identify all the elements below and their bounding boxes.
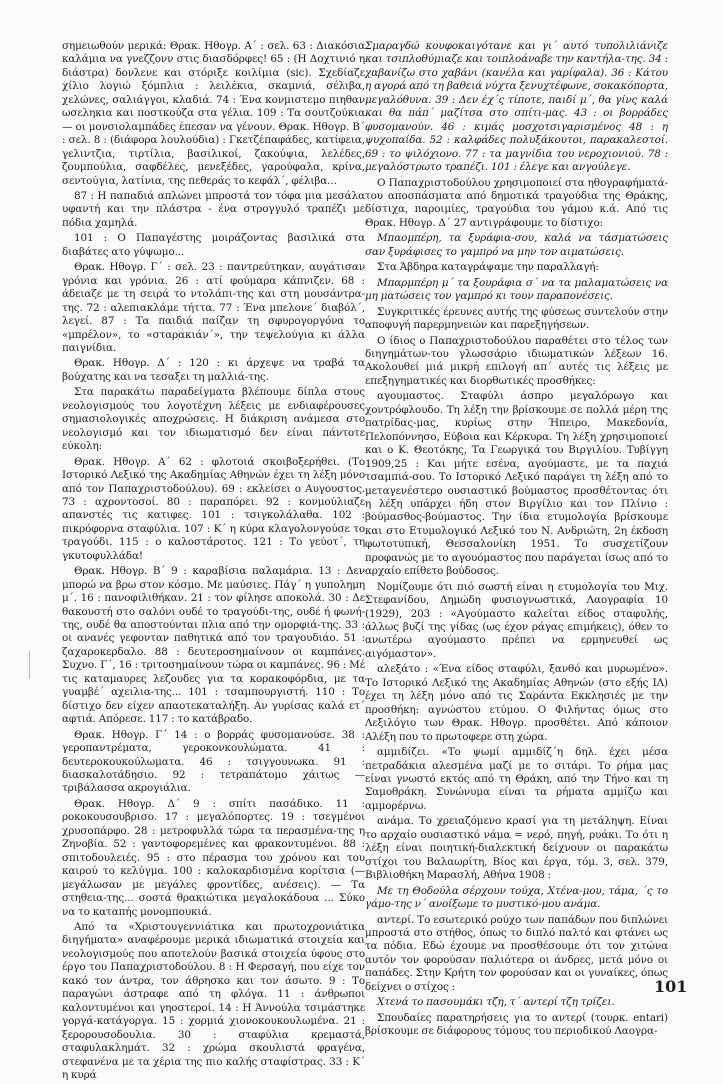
paragraph: Στα παρακάτω παραδείγματα βλέπουμε δίπλα στους νεολογισμούς του λογοτέχνη λέξεις με ενδιαφέρουσες σημασιολογικές αποχρώσεις. Η διάκριση ανάμεσα στο νεολογισμό και τον ιδιωματισμό δεν είναι πάντοτε εύκολη: — [62, 386, 365, 453]
glossary-entry: αντερί. Το εσωτερικό ρούχο των παπάδων που διπλώνει μπροστά στο στήθος, όπως το διπλό παλτό και φτάνει ως τα πόδια. Εδώ έχουμε να προσθέσουμε ότι τον χιτώνα αυτόν τον φορούσαν παλιότερα οι άνδρες, μετά μόνο οι παπάδες. Στην Κρήτη τον φορούσαν και οι γυναίκες, όπως δείχνει ο στίχος : — [365, 913, 668, 993]
glossary-entry: αγουμαστος. Σταφύλι άσπρο μεγαλόρωγο και χοντρόφλουδο. Τη λέξη την βρίσκουμε σε πολλά μέρη της πατρίδας-μας, κυρίως στην Ήπειρο, Μακεδονία, Πελοπόννησο, Εύβοια και Κέρκυρα. Τη λέξη χρησιμοποιεί και ο Κ. Θεοτόκης, Τα Γεωργικά του Βιργιλίου. Τυβίγγη 1909,25 : Και μήτε εσένα, αγούμαστε, με τα παχιά τσαμπιά-σου. Το Ιστορικό Λεξικό παράγει τη λέξη από το μεταγενέστερο ουσιαστικό βούμαστος προσθέτοντας ότι η λέξη υπάρχει ήδη στον Βιργίλιο και τον Πλίνιο : βούμασθος-βούμαστος. Την ίδια ετυμολογία βρίσκουμε και στο Ετυμολογικό Λεξικό του Ν. Ανδριώτη, 2η έκδοση φωτοτυπική, Θεσσαλονίκη 1951. Το συσχετίζουν προφανώς με το αγουόμαστος που παράγεται ίσως από το αρχαίο επίθετο βούδοσος. — [365, 390, 668, 578]
paragraph: Σμαραγδώ κουφοκαιγότανε και γι΄ αυτό τυπολιλιάνιζε και τσιπλοθύμιαζε και τοιπλοάναβε την καντήλα-της. 34 : χαβανίζω στο χαβάνι (κανέλα και γαρίφαλα). 36 : Κάτου η αγορά από τη βαθειά νύχτα ξενυχτέφωνε, σοκακόπορτα, μεγαλόθυνα. 39 : Δεν έχ΄ς τίποτε, παιδί μ΄, θα γίνς καλά και θα πάπ΄ μαζίτσα στο σπίτι-μας. 43 : οι βορράδες φυσομανούν. 46 : κιμάς μοσχοτσιγαρισμένος 48 : η ψυχοπαίδα. 52 : καλφάδες πολυξάκουτοι, παρακαλεστοί. 69 : το ψιλόχιονο. 77 : τα μαγνίδια του νεροχιονιού. 78 : μεγαλόστρωτο τραπέζι. 101 : έλεγε και ανγούλεγε. — [365, 40, 668, 174]
paragraph: Ο Παπαχριστοδούλου χρησιμοποιεί στα ηθογραφήματά-του αποσπάσματα από δημοτικά τραγούδια της Θράκης, δίστιχα, παροιμίες, τραγούδια του γάμου κ.ά. Από τις Θρακ. Ηθογρ. Δ΄ 27 αντιγράφουμε το δίστιχο: — [365, 176, 668, 229]
glossary-entry: αλεξάτο : «Ένα είδος σταφύλι, ξανθό και μυρωμένο». Το Ιστορικό Λεξικό της Ακαδημίας Αθηνών (στο εξής ΙΛ) έχει τη λέξη μόνο από τις Σαράντα Εκκλησιές με την προσθήκη: αγνώστου ετύμου. Ο Φιλήντας όμως στο Λεξιλόγιο των Θρακ. Ηθογρ. προσθέτει. Από κάποιον Αλέξη που το πρωτοφερε στη χώρα. — [365, 663, 668, 743]
glossary-entry: αμμιδίζει. «Το ψωμί αμμιδίζ΄η δηλ. έχει μέσα πετραδάκια αλεσμένα μαζί με το σιτάρι. Το ρήμα μας είναι γνωστό εκτός από τη Θράκη, από την Τήνο και τη Σαμοθράκη. Συνώνυμα είναι τα ρήματα αμμίζω και αμμορέρνω. — [365, 746, 668, 812]
verse-quote: Μπαομπέρη, τα ξυράφια-σου, καλά να τάσματώσεις σαν ξυράφισες το γαμπρό να μην τον αιματώσεις. — [365, 232, 668, 258]
paragraph: Θρακ. Ηθογρ. Γ΄ 14 : ο βορράς φυσομανούσε. 38 : γεροπαντρέματα, γεροκονκουλώματα. 41 : δευτεροκουκούλωματα. 46 : τσιγγουνωκα. 91 : διασκαλοτάδησιο. 92 : τετραπάτομο χάιτως — τριβάλασσα ακρογιάλια. — [62, 728, 365, 795]
page-number: 101 — [654, 977, 688, 996]
section-3-1-2-intro: Ο ίδιος ο Παπαχριστοδούλου παραθέτει στο τέλος των διηγημάτων-του γλωσσάριο ιδιωματικών λέξεων 16. Ακολουθεί μιά μικρή επιλογή απ΄ αυτές τις λέξεις με επεξηγηματικές και διορθωτικές προσθήκες: — [365, 334, 668, 387]
paragraph: 87 : Η παπαδιά απλώνει μπροστά τον τόφα μια μεσάλα υφαντή και την πλάστρα - ένα στρογγυλό τραπέζι με πόδια χαμηλά. — [62, 189, 365, 229]
paragraph: 101 : Ο Παπαγέστης μοιράζοντας βασιλικά στα διαβάτες ατο γύψωμο... — [62, 232, 365, 258]
scan-margin-mark — [29, 651, 30, 679]
right-column — [365, 40, 668, 1041]
paragraph: Θρακ. Ηθογρ. Δ΄ 9 : σπίτι πασάδικο. 11 : ροκοκουσουβρισο. 17 : μεγαλόπορτες. 19 : τσεγμένοι χρυσοπάρφο. 28 : μετροφυλλά τώρα τα περασμένα-της η Ζηνοβία. 52 : γαντοφορεμένες και φρακοντυμένοι. 88 : σπιτοδουλειές. 95 : στο πέρασμα του χρόνου και του καιρού το κελύγμα. 100 : καλοκαρδισμένα κορίτσια (— μεγάλωσαν με μεγάλες φροντίδες, ανέσεις). — Τα στηθεια-της... σοστά θρακιώτικα μεγαλοκάδουα ... Σύκο να το καταπής μονομπουκιά. — [62, 797, 365, 918]
paragraph: σημειωθούν μερικά: Θρακ. Ηθογρ. Α΄ : σελ. 63 : Διακόσια καλάμια να γνεζζονν στις διασδόρφες! 65 : (Η Δοχτινιό η διάστρα) δονλενε και στόριξε κοιλίμια (sic). Σχεδίαζε χίλιο λογιώ ξόμπλια : λειλέκια, σκαμνιά, σέλιβα, χελώνες, σαλιάγγοι, κλαδιά. 74 : Ένα κονμιστεμο πιηθαν ωσεληκια και ποστκούζα στα γέλια. 109 : Τα σουτζούκια — οι μονσιολαμπάδες έπεσαν να γένουν. Θρακ. Ηθογρ. Β΄ : σελ. 8 : (διάφορα λουλούδια) : Γκετζέπαφάδες, κατίφεια, γελιντζια, τιρτίλια, βασιλικοί, ζακούψια, λελέδες, ζουμπούλια, σαφδέλες, μενεξέδες, γαρούφαλα, κρίνα, σεντούγια, λατίνια, της πεθεράς το κεφάλ΄, φέλιβα... — [62, 40, 365, 187]
paragraph: Θρακ. Ηθογρ. Α΄ 62 : φλοτοιά σκοιβοξερήθει. (Το Ιστορικό Λεξικό της Ακαδημίας Αθηνών έχει τη λέξη μόνο από τον Παπαχριστοδούλου). 69 : εκλείσει ο Αυγουστος. 73 : αχροντοσοί. 80 : παραπόρει. 92 : κονμούλιαζε απανστές τις κατιφες. 101 : τσιγκολάλαθα. 102 : πικρόφορνα σταφύλια. 107 : Κ΄ η κύρα κλαγολονγούσε το τραγούδι. 115 : ο καλοστάροτος. 121 : Το γεύοτ΄, τη γκυτοφυλλάδα! — [62, 455, 365, 562]
verse-quote: Με τη Θοδούλα σέρχουν τούχα, Χτένα-μου, τάμα, ΄ς το γάμο-της ν΄ ανοίξωμε το μυστικό-μου ανάμα. — [365, 884, 668, 911]
paragraph: Θρακ. Ηθογρ. Γ΄ : σελ. 23 : παντρεύτηκαν, αυγάτισαν γρόνια και γρόνια. 26 : ατί φούμαρα κάπνιζεν. 68 : άδειαζε με τη σειρά το ντολάπι-της και στη μουσάντρα-της. 72 : αλεπιακλάμε τήττα. 77 : Ένα μπελονε΄ διαβόλ΄, λεγεί. 87 : Τα παιδιά παίζαν τη σφυρογοργόνα το «μπρέλον», το «σταρακιάν΄», την τεψελούγια κι άλλα παιγνίδια. — [62, 261, 365, 354]
paragraph: Νομίζουμε ότι πιό σωστή είναι η ετυμολογία του Μιχ. Στεφανίδου, Δημώδη φυσιογνωστικά, Λαογραφία 10 (1929), 203 : «Αγούμαστο καλείται είδος σταφυλής, άλλως βυζί της γίδας (ως έχον ράγας επιμήκεις), όθεν το ανωτέρω αγούμαστο πρέπει να ερμηνευθεί ως αιγόμαστον». — [365, 580, 668, 660]
left-column — [62, 40, 365, 1084]
paragraph: Από τα «Χριστουγεννιάτικα και πρωτοχρονιάτικα διηγήματα» αναφέρουμε μερικά ιδιωματικά στοιχεία και νεολογισμούς που αποτελούν βασικά στοιχεία ύφους στο έργο του Παπαχριστοδούλου. 8 : Η Φερσαγή, που είχε τον κακό τον άντρα, τον άθρησκο και τον άσωτο. 9 : Το παραγώνι άστραφε από τη φλόγα. 11 : άνθρωποι καλοντυμένοι και γηοστεροί. 14 : Η Άννούλα τσιμάστηκε γοργά-κατάγοργα. 15 : χορμιά χιονοκουκουλωμένα. 21 : ξερορουσοδουλια. 30 : σταφύλια κρεμαστά, σταφυλακλημάτ. 32 : χρώμα σκουλιστά φραγένα, στεφανένα με τα χέρια της πιο καλής σταφίστρας. 33 : Κ΄ η κυρά — [62, 921, 365, 1081]
paragraph: Σπουδαίες παρατηρήσεις για το αντερί (τουρκ. entari) βρίσκουμε σε διάφορους τόμους του περιοδικού Λαογρα- — [365, 1011, 668, 1038]
glossary-entry: ανάμα. Το χρειαζόμενο κρασί για τη μετάληψη. Είναι το αρχαίο ουσιαστικό νάμα = νερό, πηγή, ρυάκι. Το ότι η λέξη είναι ποιητική-διαλεκτική δείχνουν οι παρακάτω στίχοι του Βαλαωρίτη, Βίος και έργα, τόμ. 3, σελ. 379, Βιβλιοθήκη Μαρασλή, Αθήνα 1908 : — [365, 815, 668, 882]
verse-quote: Μπαρμπέρη μ΄ τα ξουράφια σ΄ να τα μαλαματώσεις να μη ματώσεις τον γαμπρό κι τουν παραπονέσεις. — [365, 276, 668, 303]
paragraph: Θρακ. Ηθογρ. Β΄ 9 : καραβίσια παλαμάρια. 13 : Δεν μπορώ να βρω στον κόσμο. Με μαύσιες. Πάγ΄ η γυπολημη μ΄. 16 : πανοφιλιθήκαν. 21 : τον φίλησε αποκολά. 30 : Δε θακουστή στο σαλόνι ουδέ το τραγούδι-της, ουδέ ή φωνή-της, ουδέ θα αποστούνται πλια από την ομορφιά-της. 33 : οι ανανές γεφονταν παθητικά από τον τραγουδιάο. 51 : ζαχαροκερδαλο. 88 : δευτεροσημαίνουν οι καμπάνες. Συχνο. Γ΄, 16 : τριτοσημαίνουν τώρα οι καμπάνες. 96 : Μέ τις καταμαυρες λεζουδες για τα κορακοφόρδια, με τα γυαμβέ΄ αχειλια-της... 101 : τσαμπουργιστή. 110 : Το δίστιχο δεν είχεν απαοτεκαταλήξη. Αν γυρίσας καλά ετ΄ αφτιά. Απόρεσε. 117 : το κατάβραδο. — [62, 565, 365, 726]
paragraph: Συγκριτικές έρευνες αυτής της φύσεως συντελούν στην αποφυγή παρερμηνειών και παρεξηγήσεων. — [365, 305, 668, 332]
paragraph: Θρακ. Ηθογρ. Δ΄ : 120 : κι άρχεψε να τραβά τα βούχατης και να τεσαξει τη μαλλιά-της. — [62, 357, 365, 383]
paragraph: Στα Άβδηρα καταγράψαμε την παραλλαγή: — [377, 261, 599, 274]
verse-quote: Χτενά το πασουμάκι τζη, τ΄ αντερί τζη τρίζει. — [377, 996, 615, 1009]
